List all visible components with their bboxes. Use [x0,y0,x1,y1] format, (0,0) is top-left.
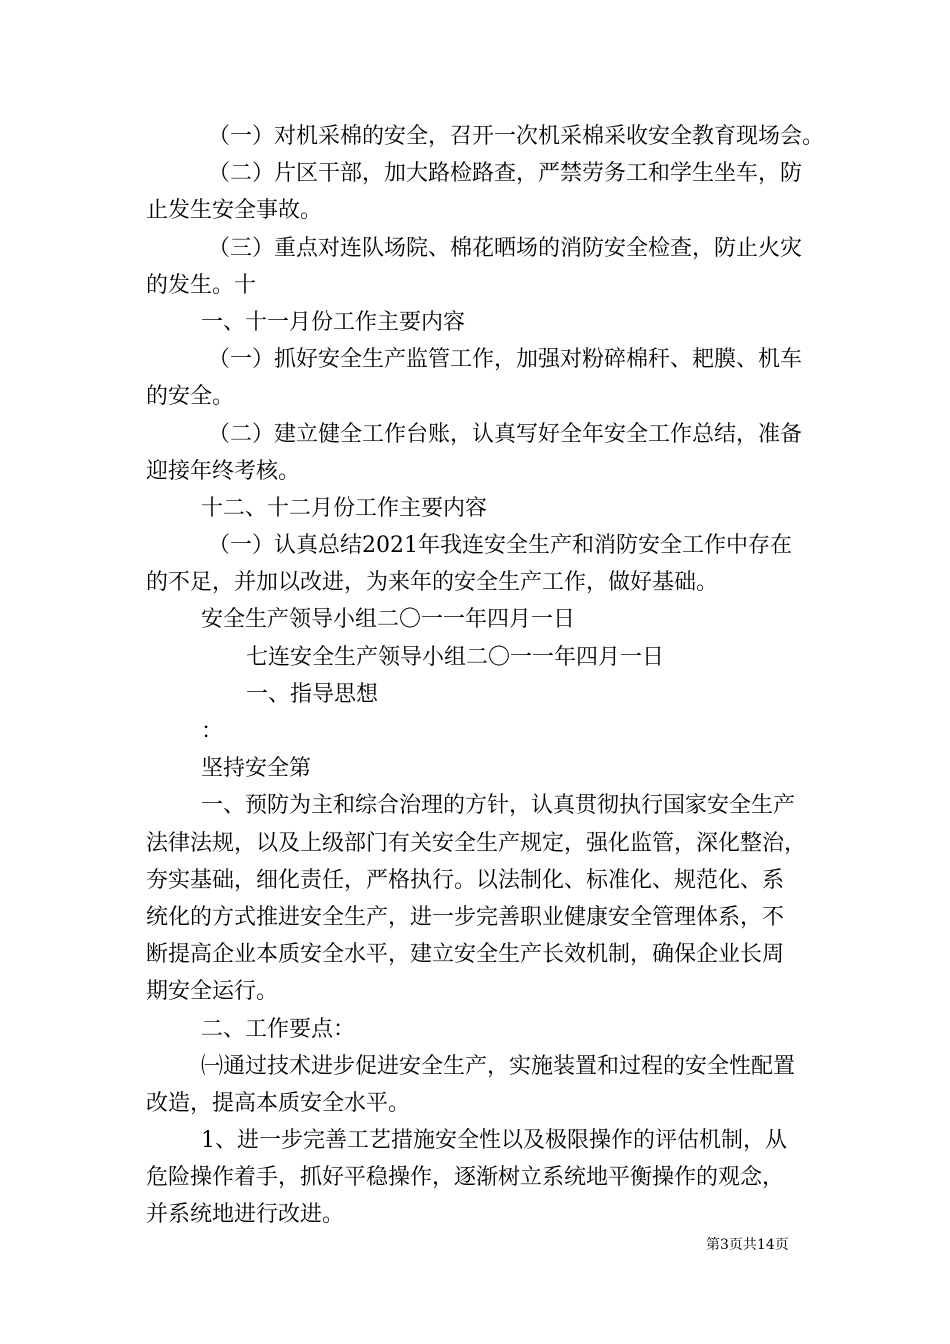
text-line: 法律法规，以及上级部门有关安全生产规定，强化监管，深化整治， [146,831,807,856]
text-line: 一、预防为主和综合治理的方针，认真贯彻执行国家安全生产 [201,793,796,818]
text-line: 断提高企业本质安全水平，建立安全生产长效机制，确保企业长周 [146,942,785,967]
signature-line: 七连安全生产领导小组二〇一一年四月一日 [246,645,665,670]
text-line: （二）片区干部，加大路检路查，严禁劳务工和学生坐车，防 [208,161,803,186]
text-line: 迎接年终考核。 [146,459,301,484]
section-heading: 一、十一月份工作主要内容 [201,310,466,335]
page-number: 第3页共14页 [706,1237,789,1253]
text-line: （三）重点对连队场院、棉花晒场的消防安全检查，防止火灾 [208,236,803,261]
text-line: 的安全。 [146,384,235,409]
section-heading: 一、指导思想 [246,682,379,707]
section-heading: 二、工作要点： [201,1017,356,1042]
text-line: 的不足，并加以改进，为来年的安全生产工作，做好基础。 [146,570,719,595]
text-line: （二）建立健全工作台账，认真写好全年安全工作总结，准备 [208,422,803,447]
text-line: 的发生。十 [146,273,257,298]
text-line: （一）认真总结2021年我连安全生产和消防安全工作中存在 [208,533,792,558]
text-line: 改造，提高本质安全水平。 [146,1091,411,1116]
section-heading: 十二、十二月份工作主要内容 [201,496,488,521]
text-line: 并系统地进行改进。 [146,1202,345,1227]
text-line: 危险操作着手，抓好平稳操作，逐渐树立系统地平衡操作的观念， [146,1165,785,1190]
text-line: （一）对机采棉的安全，召开一次机采棉采收安全教育现场会。 [208,124,825,149]
text-line: 期安全运行。 [146,979,279,1004]
text-line: ㈠通过技术进步促进安全生产，实施装置和过程的安全性配置 [201,1054,796,1079]
signature-line: 安全生产领导小组二〇一一年四月一日 [201,607,576,632]
text-line: 夯实基础，细化责任，严格执行。以法制化、标准化、规范化、系 [146,868,785,893]
text-line: 止发生安全事故。 [146,198,323,223]
text-line: ： [201,719,224,744]
text-line: （一）抓好安全生产监管工作，加强对粉碎棉秆、耙膜、机车 [208,347,803,372]
text-line: 坚持安全第 [201,756,312,781]
text-line: 统化的方式推进安全生产，进一步完善职业健康安全管理体系，不 [146,905,785,930]
text-line: 1、进一步完善工艺措施安全性以及极限操作的评估机制，从 [201,1128,787,1153]
